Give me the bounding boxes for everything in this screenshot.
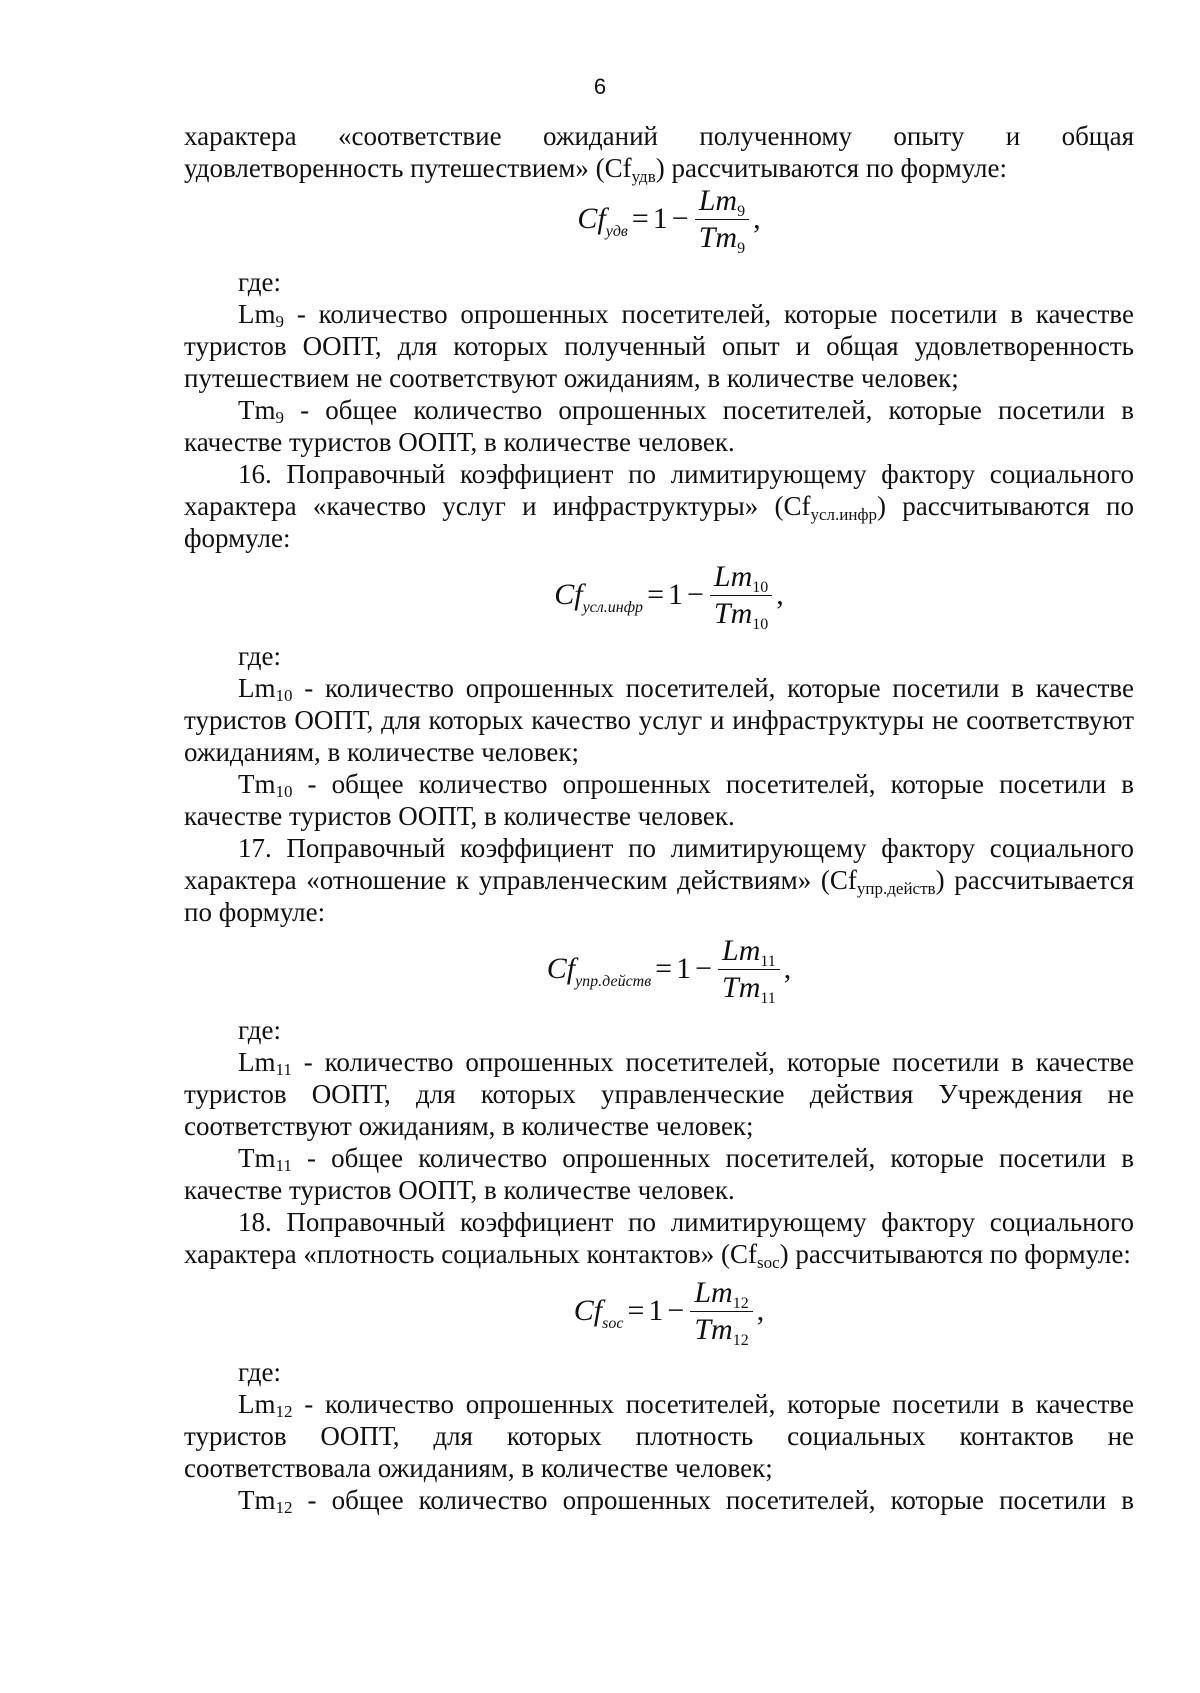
formula-one: 1 — [648, 1294, 664, 1327]
subscript: удв — [631, 167, 656, 186]
fraction — [690, 1275, 752, 1349]
numerator: $Lm_9$ — [695, 185, 749, 220]
formula-comma: , — [756, 1294, 765, 1327]
definition-lm9: $Lm_9$ - количество опрошенных посетителей, которые посетили в качестве туристов ООПТ, для которых полученный опыт и общая удовлетворенность путешествием не соответствуют ожиданиям, в количестве человек; — [184, 299, 1134, 393]
definition-tm9: $Tm_9$ - общее количество опрошенных посетителей, которые посетили в качестве туристов ООПТ, в количестве человек. — [184, 395, 1134, 457]
definition-tm10: $Tm_{10}$ - общее количество опрошенных посетителей, которые посетили в качестве туристов ООПТ, в количестве человек. — [184, 769, 1134, 831]
formula-cf-udv — [184, 183, 1134, 257]
minus-sign: − — [686, 578, 704, 611]
formula-lhs: $Cf_{soc}$ — [573, 1294, 624, 1332]
denominator: $Tm_{10}$ — [713, 596, 769, 633]
paragraph-17: 17. Поправочный коэффициент по лимитирующему фактору социального характера «отношение к управленческим действиям» $(Cf_{упр.действ})$ рассчитывается по формуле: — [184, 833, 1134, 927]
formula-comma: , — [776, 578, 784, 611]
paragraph-16: 16. Поправочный коэффициент по лимитирующему фактору социального характера «качество услуг и инфраструктуры» $(Cf_{усл.инфр})$ рассчитываются по формуле: — [184, 459, 1135, 553]
formula-one: 1 — [667, 578, 683, 611]
page-number: 6 — [593, 74, 607, 99]
definition-lm10: $Lm_{10}$ - количество опрошенных посетителей, которые посетили в качестве туристов ООПТ, для которых качество услуг и инфраструктуры не соответствуют ожиданиям, в количестве человек; — [184, 673, 1134, 767]
where-label: где: — [238, 641, 281, 671]
definition-lm12: $Lm_{12}$ - количество опрошенных посетителей, которые посетили в качестве туристов ООПТ, для которых плотность социальных контактов не соответствовала ожиданиям, в количестве человек; — [184, 1389, 1134, 1483]
paragraph-intro-cont — [184, 152, 1134, 184]
formula-lhs: $Cf_{упр.действ}$ — [546, 952, 652, 990]
minus-sign: − — [671, 202, 689, 235]
definition-tm12: $Tm_{12}$ - общее количество опрошенных посетителей, которые посетили в — [238, 1485, 1134, 1517]
formula-one: 1 — [676, 952, 692, 985]
minus-sign: − — [667, 1294, 685, 1327]
numerator: $Lm_{12}$ — [690, 1277, 752, 1312]
text: ) рассчитываются по формуле: — [655, 153, 1007, 183]
formula-comma: , — [753, 202, 761, 235]
paragraph-18: 18. Поправочный коэффициент по лимитирующему фактору социального характера «плотность социальных контактов» $(Cf_{soc})$ рассчитываются по формуле: — [184, 1207, 1134, 1272]
denominator: $Tm_{11}$ — [722, 970, 776, 1007]
formula-lhs: $Cf_{усл.инфр}$ — [554, 578, 644, 616]
definition-lm11: $Lm_{11}$ - количество опрошенных посетителей, которые посетили в качестве туристов ООПТ, для которых управленческие действия Учреждения не соответствуют ожиданиям, в количестве человек; — [184, 1047, 1134, 1141]
document-body — [184, 120, 1134, 1516]
numerator: $Lm_{10}$ — [710, 561, 772, 596]
formula-cf-upr-deistv — [184, 933, 1134, 1007]
equals-sign: = — [627, 1294, 645, 1327]
where-label: где: — [238, 1015, 281, 1045]
formula-lhs: $Cf_{удв}$ — [577, 202, 628, 240]
text: характера «соответствие ожиданий полученному опыту и общая — [184, 121, 1134, 151]
formula-cf-usl-infr — [184, 559, 1134, 633]
formula-cf-soc — [184, 1275, 1134, 1349]
definition-tm11: $Tm_{11}$ - общее количество опрошенных посетителей, которые посетили в качестве туристов ООПТ, в количестве человек. — [184, 1143, 1134, 1205]
denominator: $Tm_{12}$ — [694, 1312, 749, 1349]
numerator: $Lm_{11}$ — [718, 935, 780, 970]
formula-one: 1 — [652, 202, 668, 235]
fraction — [710, 559, 772, 633]
paragraph-intro — [184, 120, 1134, 152]
fraction — [695, 183, 749, 257]
minus-sign: − — [695, 952, 713, 985]
equals-sign: = — [647, 578, 664, 611]
fraction — [718, 933, 780, 1007]
where-label: где: — [238, 267, 281, 297]
equals-sign: = — [655, 952, 673, 985]
text: удовлетворенность путешествием» (Cf — [184, 153, 632, 183]
denominator: $Tm_9$ — [698, 220, 746, 257]
formula-comma: , — [783, 952, 792, 985]
where-label: где: — [238, 1357, 281, 1387]
equals-sign: = — [631, 202, 649, 235]
